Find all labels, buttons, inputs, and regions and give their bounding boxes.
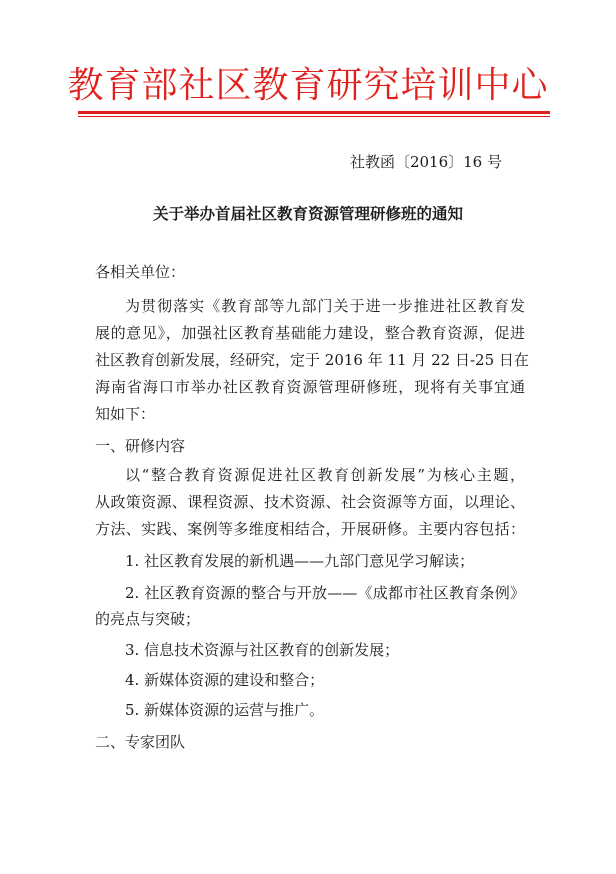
salutation: 各相关单位： <box>95 263 186 281</box>
document-title: 关于举办首届社区教育资源管理研修班的通知 <box>152 205 463 223</box>
content-item-2-continued: 的亮点与突破； <box>95 610 201 628</box>
content-item-1: 1. 社区教育发展的新机遇——九部门意见学习解读； <box>125 552 475 570</box>
intro-line-2: 展的意见》，加强社区教育基础能力建设，整合教育资源，促进 <box>95 324 525 342</box>
section-1-body-line-2: 从政策资源、课程资源、技术资源、社会资源等方面，以理论、 <box>95 493 525 511</box>
letterhead-rule-thick <box>78 111 550 114</box>
intro-line-1: 为贯彻落实《教育部等九部门关于进一步推进社区教育发 <box>125 297 525 315</box>
section-1-body-line-3: 方法、实践、案例等多维度相结合，开展研修。主要内容包括： <box>95 520 525 538</box>
document-number: 社教函〔2016〕16 号 <box>349 153 502 171</box>
content-item-4: 4. 新媒体资源的建设和整合； <box>125 671 325 689</box>
letterhead-rule-thin <box>78 116 550 117</box>
section-1-body-line-1: 以“整合教育资源促进社区教育创新发展”为核心主题， <box>125 466 525 484</box>
content-item-3: 3. 信息技术资源与社区教育的创新发展； <box>125 641 400 659</box>
intro-line-4: 海南省海口市举办社区教育资源管理研修班，现将有关事宜通 <box>95 378 525 396</box>
intro-line-5: 知如下： <box>95 405 156 423</box>
content-item-2: 2. 社区教育资源的整合与开放——《成都市社区教育条例》 <box>125 584 525 602</box>
intro-line-3: 社区教育创新发展，经研究，定于 2016 年 11 月 22 日-25 日在 <box>95 351 529 369</box>
letterhead-title: 教育部社区教育研究培训中心 <box>67 65 549 106</box>
section-2-heading: 二、专家团队 <box>95 733 186 751</box>
content-item-5: 5. 新媒体资源的运营与推广。 <box>125 701 325 719</box>
section-1-heading: 一、研修内容 <box>95 437 186 455</box>
